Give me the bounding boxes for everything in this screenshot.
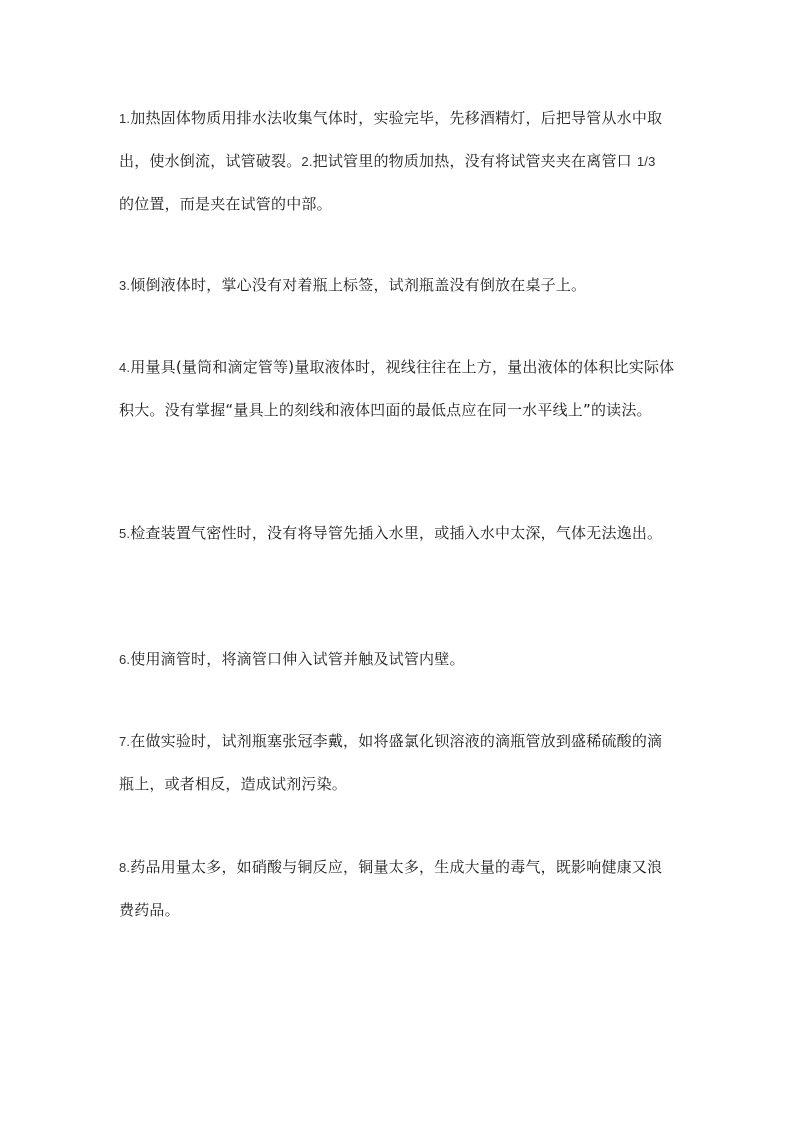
item-number: 6.: [119, 652, 131, 667]
item-text: 加热固体物质用排水法收集气体时，实验完毕，先移酒精灯，后把导管从水中取出，使水倒流，试管破裂。: [119, 109, 663, 170]
fraction-value: 1/3: [636, 154, 656, 169]
paragraph-5: [119, 512, 675, 555]
paragraph-7: [119, 720, 675, 806]
item-number: 5.: [119, 526, 131, 541]
item-text: 把试管里的物质加热，没有将试管夹夹在离管口: [312, 152, 632, 170]
paragraph-1: [119, 97, 675, 226]
item-number: 2.: [301, 154, 313, 169]
item-number: 1.: [119, 111, 131, 126]
paragraph-4: [119, 346, 675, 432]
item-number: 8.: [119, 860, 131, 875]
paragraph-6: [119, 638, 675, 681]
item-number: 4.: [119, 360, 131, 375]
item-text: 检查装置气密性时，没有将导管先插入水里，或插入水中太深，气体无法逸出。: [130, 524, 663, 542]
item-text: 药品用量太多，如硝酸与铜反应，铜量太多，生成大量的毒气，既影响健康又浪费药品。: [119, 858, 663, 919]
item-number: 3.: [119, 278, 131, 293]
item-text: 的位置，而是夹在试管的中部。: [119, 195, 332, 213]
item-text: 使用滴管时，将滴管口伸入试管并触及试管内壁。: [130, 650, 465, 668]
item-number: 7.: [119, 734, 131, 749]
item-text: 在做实验时，试剂瓶塞张冠李戴，如将盛氯化钡溶液的滴瓶管放到盛稀硫酸的滴瓶上，或者相反，造成试剂污染。: [119, 732, 663, 793]
item-text: 倾倒液体时，掌心没有对着瓶上标签，试剂瓶盖没有倒放在桌子上。: [130, 276, 587, 294]
paragraph-3: [119, 264, 675, 307]
item-text: 用量具(量筒和滴定管等)量取液体时，视线往往在上方，量出液体的体积比实际体积大。没有掌握“量具上的刻线和液体凹面的最低点应在同一水平线上”的读法。: [119, 358, 675, 419]
paragraph-8: [119, 846, 675, 932]
